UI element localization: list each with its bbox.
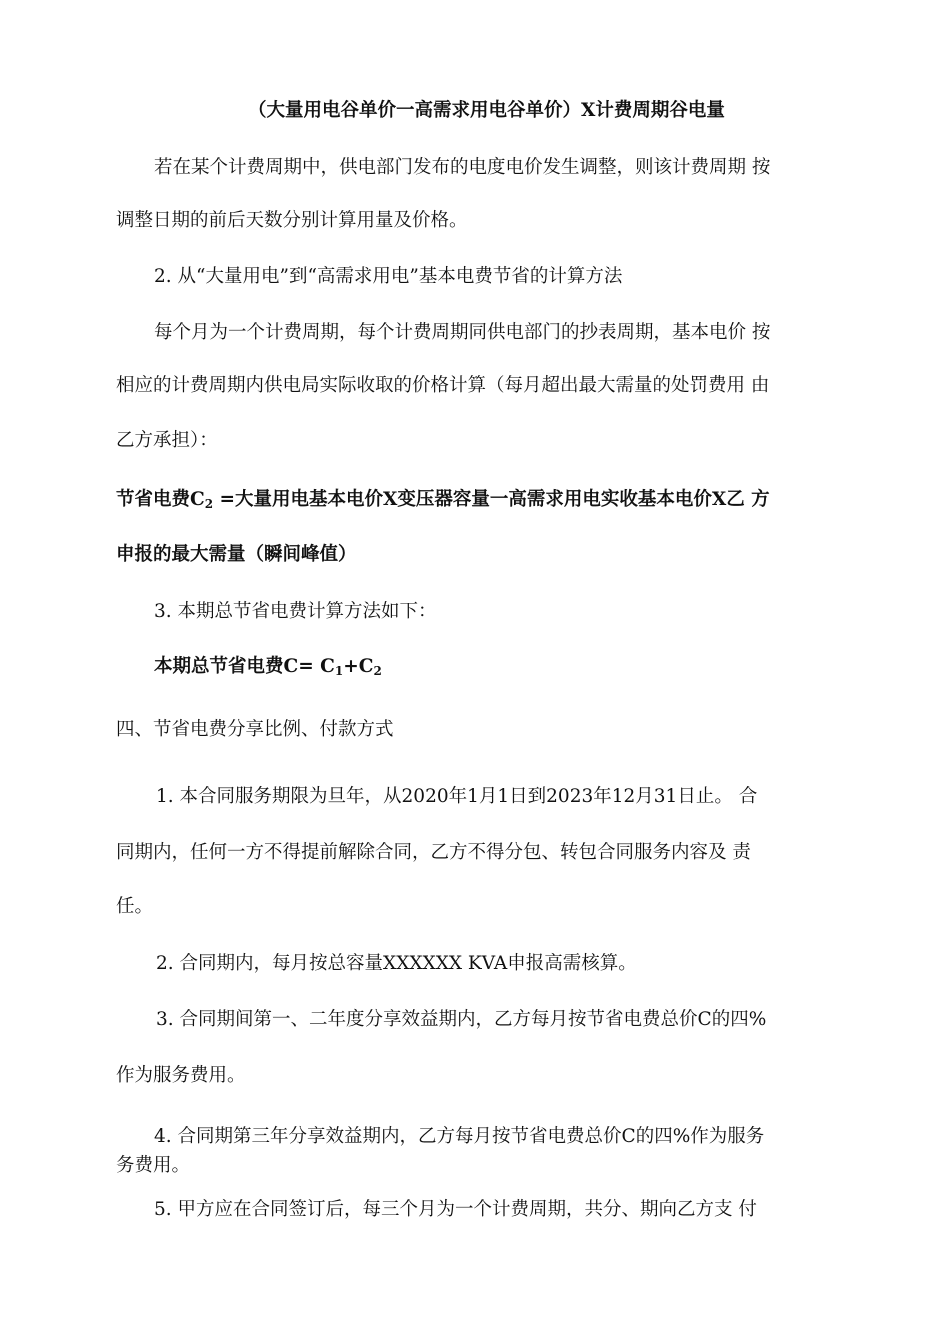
paragraph-line: 相应的计费周期内供电局实际收取的价格计算（每月超出最大需量的处罚费用 由 — [116, 375, 770, 396]
formula-text: 节省电费C — [116, 489, 205, 510]
paragraph-line: 乙方承担）： — [116, 430, 218, 451]
clause-line: 4. 合同期第三年分享效益期内，乙方每月按节省电费总价C的四%作为服务 — [154, 1126, 765, 1147]
section-heading: 2. 从“大量用电”到“高需求用电”基本电费节省的计算方法 — [154, 266, 623, 287]
subscript: 1 — [334, 664, 344, 678]
paragraph-line: 调整日期的前后天数分别计算用量及价格。 — [116, 210, 468, 231]
paragraph-line: 若在某个计费周期中，供电部门发布的电度电价发生调整，则该计费周期 按 — [154, 157, 771, 178]
formula-text: =大量用电基本电价X变压器容量一高需求用电实收基本电价X乙 方 — [213, 489, 770, 510]
clause-line: 3. 合同期间第一、二年度分享效益期内，乙方每月按节省电费总价C的四% — [156, 1009, 767, 1030]
formula-text: 本期总节省电费C= C — [154, 656, 335, 677]
subscript: 2 — [204, 497, 214, 511]
formula-line-total — [154, 654, 382, 684]
clause-line: 务费用。 — [116, 1155, 191, 1176]
formula-text: +C — [343, 656, 374, 677]
clause-line: 1. 本合同服务期限为旦年，从2020年1月1日到2023年12月31日止。 合 — [156, 786, 758, 807]
section-heading: 3. 本期总节省电费计算方法如下： — [154, 601, 437, 622]
formula-line-valley: （大量用电谷单价一高需求用电谷单价）X计费周期谷电量 — [248, 100, 725, 121]
paragraph-line: 每个月为一个计费周期，每个计费周期同供电部门的抄表周期，基本电价 按 — [154, 322, 771, 343]
formula-line-continuation: 申报的最大需量（瞬间峰值） — [116, 544, 357, 565]
chapter-heading: 四、节省电费分享比例、付款方式 — [116, 719, 394, 740]
subscript: 2 — [373, 664, 382, 678]
clause-line: 任。 — [116, 896, 154, 917]
clause-line: 同期内，任何一方不得提前解除合同，乙方不得分包、转包合同服务内容及 责 — [116, 842, 751, 863]
clause-line: 作为服务费用。 — [116, 1065, 246, 1086]
clause-line: 5. 甲方应在合同签订后，每三个月为一个计费周期，共分、期向乙方支 付 — [154, 1199, 757, 1220]
clause-line: 2. 合同期内，每月按总容量XXXXXX KVA申报高需核算。 — [156, 953, 637, 974]
formula-line-basic-fee — [116, 487, 770, 517]
